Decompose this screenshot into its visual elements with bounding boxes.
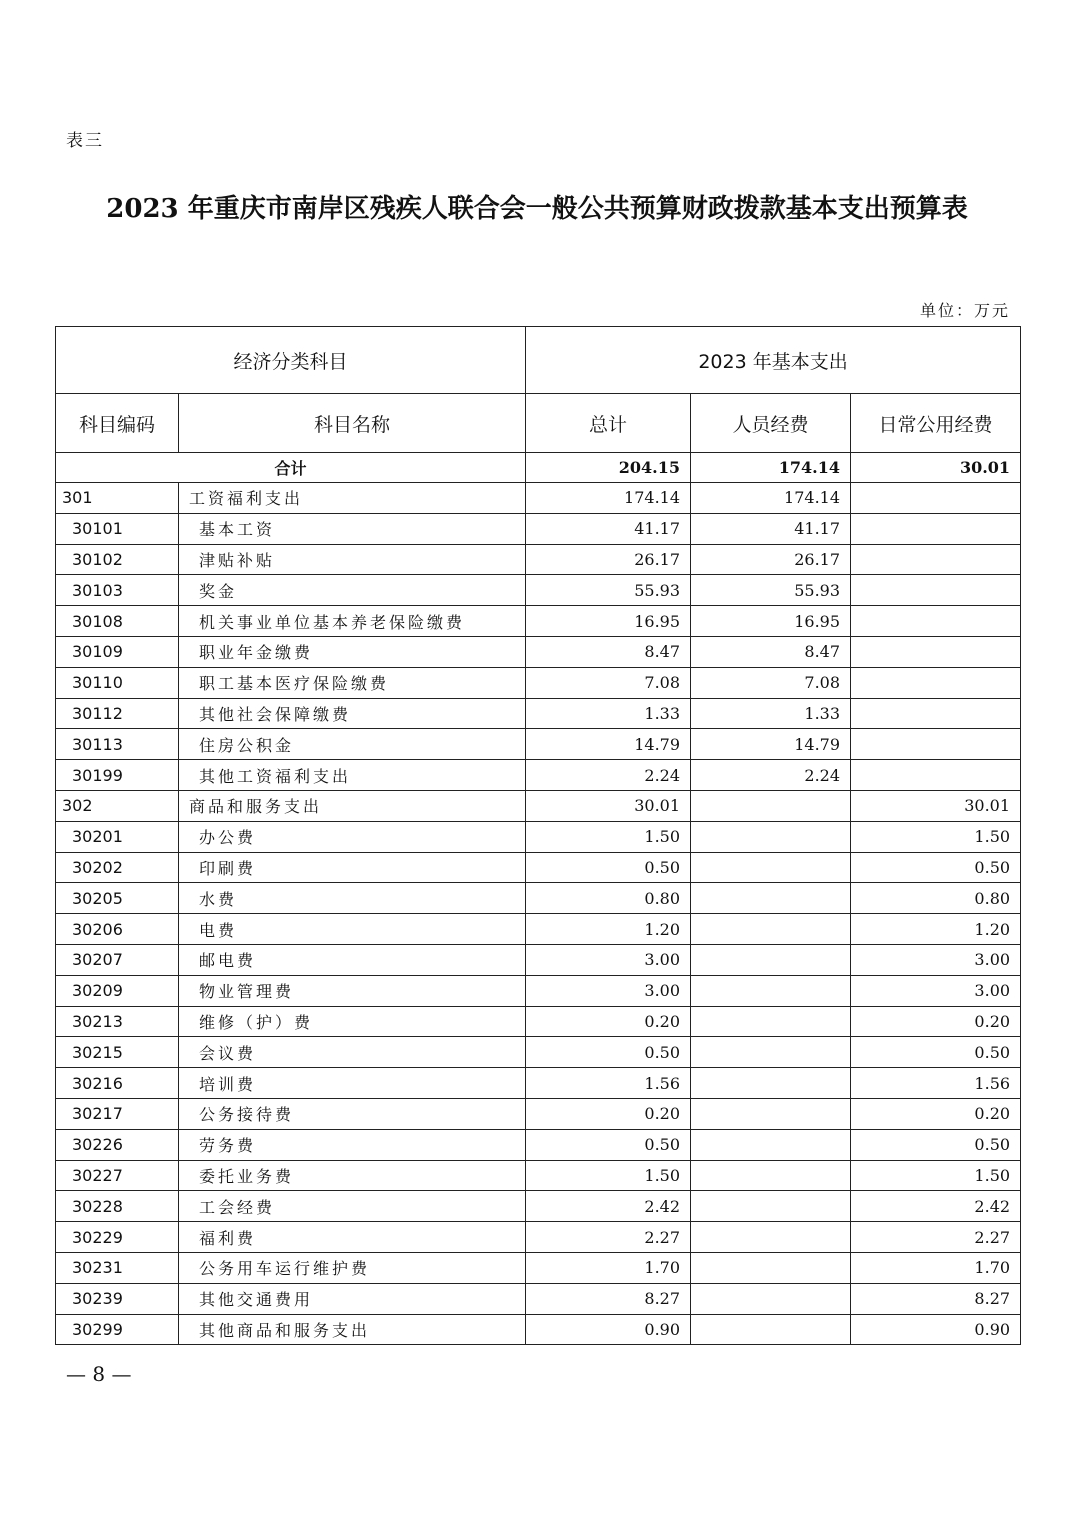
table-row bbox=[56, 1191, 1021, 1222]
row-name: 会议费 bbox=[179, 1037, 526, 1068]
row-personnel bbox=[691, 975, 851, 1006]
row-personnel bbox=[691, 1037, 851, 1068]
row-daily: 2.27 bbox=[851, 1222, 1021, 1253]
row-total: 0.50 bbox=[526, 1037, 691, 1068]
row-code: 30207 bbox=[56, 944, 179, 975]
row-name: 其他社会保障缴费 bbox=[179, 698, 526, 729]
row-daily: 0.20 bbox=[851, 1006, 1021, 1037]
row-personnel bbox=[691, 944, 851, 975]
row-personnel: 41.17 bbox=[691, 513, 851, 544]
row-name: 劳务费 bbox=[179, 1129, 526, 1160]
row-name: 公务接待费 bbox=[179, 1098, 526, 1129]
row-personnel bbox=[691, 1129, 851, 1160]
row-code: 30108 bbox=[56, 606, 179, 637]
row-code: 30103 bbox=[56, 575, 179, 606]
row-code: 301 bbox=[56, 483, 179, 514]
row-code: 30206 bbox=[56, 914, 179, 945]
row-code: 30202 bbox=[56, 852, 179, 883]
header-economic-classification: 经济分类科目 bbox=[56, 327, 526, 394]
row-daily: 30.01 bbox=[851, 790, 1021, 821]
row-personnel: 26.17 bbox=[691, 544, 851, 575]
row-name: 物业管理费 bbox=[179, 975, 526, 1006]
column-header-name: 科目名称 bbox=[179, 394, 526, 453]
table-row bbox=[56, 1314, 1021, 1345]
table-row bbox=[56, 483, 1021, 514]
row-name: 职业年金缴费 bbox=[179, 636, 526, 667]
row-name: 工会经费 bbox=[179, 1191, 526, 1222]
table-row bbox=[56, 883, 1021, 914]
row-code: 30110 bbox=[56, 667, 179, 698]
row-daily: 0.80 bbox=[851, 883, 1021, 914]
row-code: 30201 bbox=[56, 821, 179, 852]
row-personnel: 8.47 bbox=[691, 636, 851, 667]
row-personnel bbox=[691, 1252, 851, 1283]
row-total: 0.20 bbox=[526, 1098, 691, 1129]
row-daily: 1.50 bbox=[851, 1160, 1021, 1191]
total-label: 合计 bbox=[56, 453, 526, 483]
row-total: 7.08 bbox=[526, 667, 691, 698]
row-daily bbox=[851, 483, 1021, 514]
row-daily: 1.50 bbox=[851, 821, 1021, 852]
row-personnel bbox=[691, 821, 851, 852]
row-code: 302 bbox=[56, 790, 179, 821]
row-total: 1.20 bbox=[526, 914, 691, 945]
total-personnel: 174.14 bbox=[691, 453, 851, 483]
row-name: 其他工资福利支出 bbox=[179, 760, 526, 791]
row-daily: 0.50 bbox=[851, 852, 1021, 883]
row-code: 30217 bbox=[56, 1098, 179, 1129]
table-row bbox=[56, 729, 1021, 760]
row-personnel bbox=[691, 1006, 851, 1037]
row-personnel bbox=[691, 883, 851, 914]
row-name: 办公费 bbox=[179, 821, 526, 852]
row-name: 委托业务费 bbox=[179, 1160, 526, 1191]
table-label: 表三 bbox=[66, 131, 104, 151]
table-row bbox=[56, 575, 1021, 606]
row-personnel: 14.79 bbox=[691, 729, 851, 760]
row-code: 30205 bbox=[56, 883, 179, 914]
table-row bbox=[56, 821, 1021, 852]
row-total: 1.50 bbox=[526, 821, 691, 852]
row-daily bbox=[851, 544, 1021, 575]
row-name: 机关事业单位基本养老保险缴费 bbox=[179, 606, 526, 637]
table-row bbox=[56, 698, 1021, 729]
row-personnel bbox=[691, 1098, 851, 1129]
row-personnel: 174.14 bbox=[691, 483, 851, 514]
document-title: 2023 年重庆市南岸区残疾人联合会一般公共预算财政拨款基本支出预算表 bbox=[106, 194, 968, 224]
row-code: 30199 bbox=[56, 760, 179, 791]
row-code: 30228 bbox=[56, 1191, 179, 1222]
row-total: 2.42 bbox=[526, 1191, 691, 1222]
row-daily bbox=[851, 636, 1021, 667]
row-code: 30113 bbox=[56, 729, 179, 760]
table-row bbox=[56, 790, 1021, 821]
table-row bbox=[56, 544, 1021, 575]
row-name: 电费 bbox=[179, 914, 526, 945]
row-code: 30229 bbox=[56, 1222, 179, 1253]
row-total: 8.27 bbox=[526, 1283, 691, 1314]
row-total: 16.95 bbox=[526, 606, 691, 637]
row-code: 30239 bbox=[56, 1283, 179, 1314]
row-total: 8.47 bbox=[526, 636, 691, 667]
row-daily: 1.20 bbox=[851, 914, 1021, 945]
row-personnel bbox=[691, 914, 851, 945]
row-name: 奖金 bbox=[179, 575, 526, 606]
row-total: 3.00 bbox=[526, 975, 691, 1006]
table-row bbox=[56, 760, 1021, 791]
row-personnel bbox=[691, 1222, 851, 1253]
row-total: 0.80 bbox=[526, 883, 691, 914]
row-daily: 8.27 bbox=[851, 1283, 1021, 1314]
column-header-daily: 日常公用经费 bbox=[851, 394, 1021, 453]
row-daily bbox=[851, 760, 1021, 791]
row-total: 0.90 bbox=[526, 1314, 691, 1345]
table-row bbox=[56, 1252, 1021, 1283]
row-total: 55.93 bbox=[526, 575, 691, 606]
row-daily: 1.56 bbox=[851, 1068, 1021, 1099]
unit-label: 单位：万元 bbox=[919, 301, 1010, 320]
row-name: 维修（护）费 bbox=[179, 1006, 526, 1037]
row-name: 邮电费 bbox=[179, 944, 526, 975]
row-code: 30216 bbox=[56, 1068, 179, 1099]
row-daily: 1.70 bbox=[851, 1252, 1021, 1283]
row-name: 福利费 bbox=[179, 1222, 526, 1253]
row-daily bbox=[851, 606, 1021, 637]
column-header-total: 总计 bbox=[526, 394, 691, 453]
row-name: 工资福利支出 bbox=[179, 483, 526, 514]
table-row bbox=[56, 944, 1021, 975]
page-number: — 8 — bbox=[66, 1362, 132, 1386]
row-daily: 0.20 bbox=[851, 1098, 1021, 1129]
table-row bbox=[56, 1283, 1021, 1314]
total-row bbox=[56, 453, 1021, 483]
row-daily bbox=[851, 729, 1021, 760]
row-total: 1.33 bbox=[526, 698, 691, 729]
row-total: 2.27 bbox=[526, 1222, 691, 1253]
row-daily: 0.50 bbox=[851, 1037, 1021, 1068]
table-row bbox=[56, 513, 1021, 544]
table-row bbox=[56, 636, 1021, 667]
column-header-personnel: 人员经费 bbox=[691, 394, 851, 453]
row-total: 174.14 bbox=[526, 483, 691, 514]
table-row bbox=[56, 1222, 1021, 1253]
table-row bbox=[56, 1129, 1021, 1160]
table-row bbox=[56, 975, 1021, 1006]
row-code: 30213 bbox=[56, 1006, 179, 1037]
row-total: 41.17 bbox=[526, 513, 691, 544]
row-personnel bbox=[691, 1068, 851, 1099]
table-row bbox=[56, 1098, 1021, 1129]
row-name: 住房公积金 bbox=[179, 729, 526, 760]
table-body bbox=[56, 453, 1021, 1345]
row-total: 0.50 bbox=[526, 852, 691, 883]
table-row bbox=[56, 1037, 1021, 1068]
row-code: 30109 bbox=[56, 636, 179, 667]
table-row bbox=[56, 667, 1021, 698]
row-personnel bbox=[691, 1283, 851, 1314]
table-row bbox=[56, 1068, 1021, 1099]
row-daily: 2.42 bbox=[851, 1191, 1021, 1222]
row-personnel: 55.93 bbox=[691, 575, 851, 606]
row-daily: 0.50 bbox=[851, 1129, 1021, 1160]
row-total: 1.50 bbox=[526, 1160, 691, 1191]
row-daily bbox=[851, 667, 1021, 698]
row-total: 30.01 bbox=[526, 790, 691, 821]
row-name: 印刷费 bbox=[179, 852, 526, 883]
row-total: 3.00 bbox=[526, 944, 691, 975]
header-basic-expenditure: 2023 年基本支出 bbox=[526, 327, 1021, 394]
row-name: 基本工资 bbox=[179, 513, 526, 544]
row-total: 2.24 bbox=[526, 760, 691, 791]
column-header-code: 科目编码 bbox=[56, 394, 179, 453]
row-personnel bbox=[691, 1191, 851, 1222]
row-personnel: 7.08 bbox=[691, 667, 851, 698]
row-name: 培训费 bbox=[179, 1068, 526, 1099]
row-code: 30209 bbox=[56, 975, 179, 1006]
row-total: 0.20 bbox=[526, 1006, 691, 1037]
row-daily: 3.00 bbox=[851, 944, 1021, 975]
row-personnel bbox=[691, 790, 851, 821]
table-row bbox=[56, 914, 1021, 945]
row-personnel bbox=[691, 1160, 851, 1191]
row-name: 商品和服务支出 bbox=[179, 790, 526, 821]
row-code: 30227 bbox=[56, 1160, 179, 1191]
row-total: 26.17 bbox=[526, 544, 691, 575]
row-total: 1.70 bbox=[526, 1252, 691, 1283]
row-name: 其他商品和服务支出 bbox=[179, 1314, 526, 1345]
total-daily: 30.01 bbox=[851, 453, 1021, 483]
row-code: 30102 bbox=[56, 544, 179, 575]
row-name: 其他交通费用 bbox=[179, 1283, 526, 1314]
row-total: 1.56 bbox=[526, 1068, 691, 1099]
row-name: 职工基本医疗保险缴费 bbox=[179, 667, 526, 698]
row-personnel: 16.95 bbox=[691, 606, 851, 637]
row-code: 30101 bbox=[56, 513, 179, 544]
table-row bbox=[56, 606, 1021, 637]
row-daily bbox=[851, 575, 1021, 606]
row-total: 14.79 bbox=[526, 729, 691, 760]
row-daily bbox=[851, 698, 1021, 729]
row-personnel bbox=[691, 1314, 851, 1345]
row-code: 30299 bbox=[56, 1314, 179, 1345]
row-code: 30215 bbox=[56, 1037, 179, 1068]
row-personnel bbox=[691, 852, 851, 883]
row-daily: 0.90 bbox=[851, 1314, 1021, 1345]
row-total: 0.50 bbox=[526, 1129, 691, 1160]
row-personnel: 2.24 bbox=[691, 760, 851, 791]
total-total: 204.15 bbox=[526, 453, 691, 483]
budget-table bbox=[55, 326, 1021, 1345]
row-code: 30226 bbox=[56, 1129, 179, 1160]
row-personnel: 1.33 bbox=[691, 698, 851, 729]
table-row bbox=[56, 852, 1021, 883]
row-name: 津贴补贴 bbox=[179, 544, 526, 575]
row-name: 公务用车运行维护费 bbox=[179, 1252, 526, 1283]
row-daily: 3.00 bbox=[851, 975, 1021, 1006]
row-daily bbox=[851, 513, 1021, 544]
row-code: 30112 bbox=[56, 698, 179, 729]
row-code: 30231 bbox=[56, 1252, 179, 1283]
table-row bbox=[56, 1006, 1021, 1037]
row-name: 水费 bbox=[179, 883, 526, 914]
table-row bbox=[56, 1160, 1021, 1191]
